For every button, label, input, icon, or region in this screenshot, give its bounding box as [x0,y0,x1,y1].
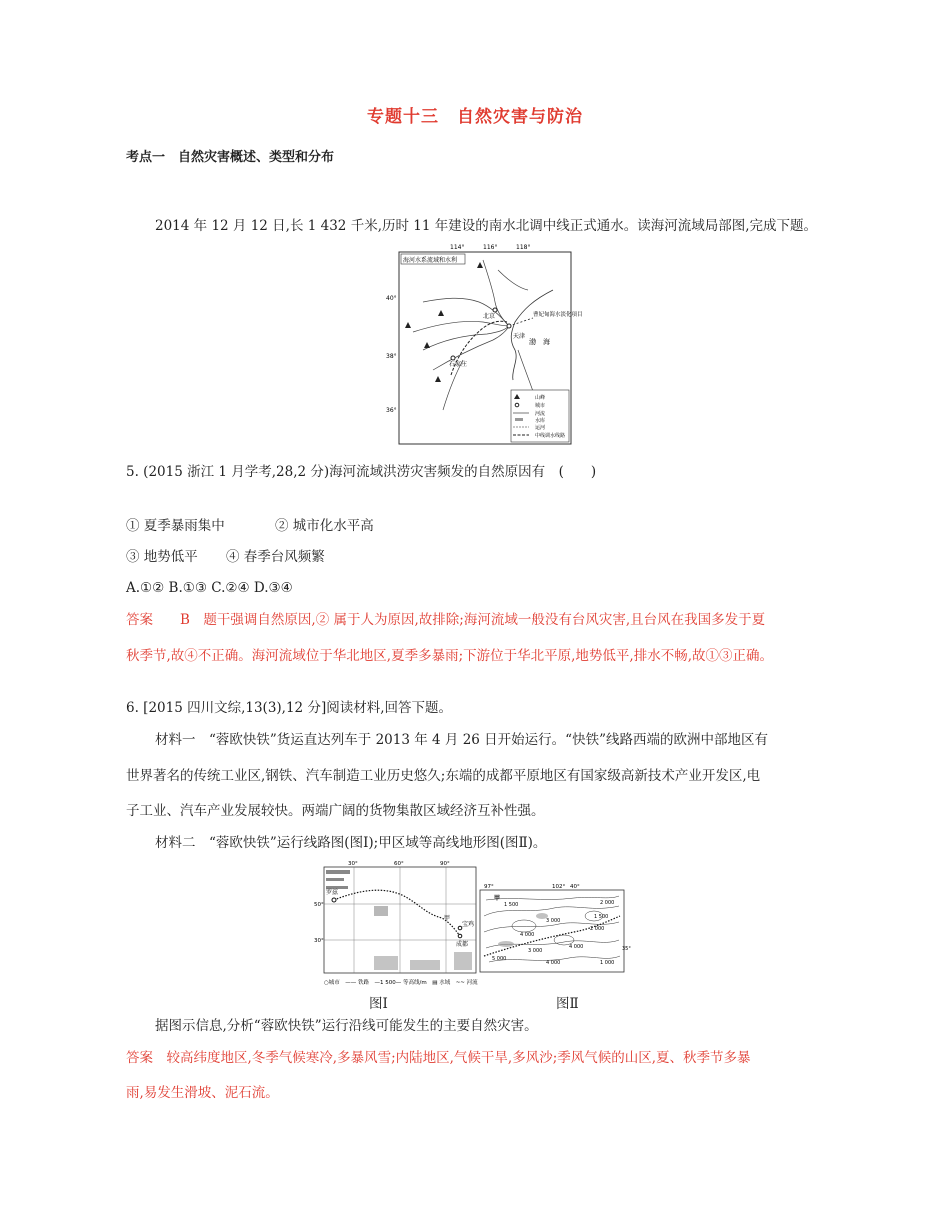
place-label: 成都 [456,941,469,948]
route-maps [314,856,634,990]
q5-answer: 答案 B 题干强调自然原因,② 属于人为原因,故排除;海河流域一般没有台风灾害,且台风在我国多发于夏 [126,612,766,628]
legend-item: 河流 [535,411,546,417]
contour-label: 2 000 [590,926,605,932]
contour-label: 1 500 [504,902,519,908]
place-label: 甲 [444,915,451,922]
contour-label: 4 000 [520,932,535,938]
material-1: 子工业、汽车产业发展较快。两端广阔的货物集散区域经济互补性强。 [126,803,545,819]
lake-shape [374,906,388,916]
region-label: 甲 [494,895,501,902]
lon-label: 97° [484,884,494,890]
q5-option: ③ 地势低平 [126,549,198,565]
map-caption: 海河水系流域和水利 [403,257,458,264]
q6-answer: 答案 较高纬度地区,冬季气候寒冷,多暴风雪;内陆地区,气候干旱,多风沙;季风气候的山区,夏、秋季节多暴 [126,1050,751,1066]
contour-label: 5 000 [492,956,507,962]
contour-label: 2 000 [600,900,615,906]
q6-answer: 雨,易发生滑坡、泥石流。 [126,1085,279,1101]
city-label: 北京 [483,313,496,320]
lat-label: 30° [314,938,324,944]
q5-option: ② 城市化水平高 [275,518,374,534]
lat-label: 36° [386,407,397,414]
contour-label: 3 000 [528,948,543,954]
material-1: 世界著名的传统工业区,钢铁、汽车制造工业历史悠久;东端的成都平原地区有国家级高新技术产业开发区,电 [126,768,761,784]
contour-label: 4 000 [569,944,584,950]
fig-legend: ○城市 —— 铁路 —1 500— 等高线/m ▤ 水域 ~~ 河流 [324,980,478,986]
section-heading: 考点一 自然灾害概述、类型和分布 [126,150,335,165]
city-icon [507,324,511,328]
q5-stem: 5. (2015 浙江 1 月学考,28,2 分)海河流域洪涝灾害频发的自然原因有 ( ) [126,464,597,480]
intro-text: 2014 年 12 月 12 日,长 1 432 千米,历时 11 年建设的南水北调中线正式通水。读海河流域局部图,完成下题。 [155,218,818,234]
legend-item: 运河 [535,425,546,431]
q5-choices: A.①② B.①③ C.②④ D.③④ [126,580,293,596]
material-2: 材料二 “蓉欧快铁”运行线路图(图Ⅰ);甲区域等高线地形图(图Ⅱ)。 [155,835,547,851]
lat-label: 50° [314,902,324,908]
annotation: 曹妃甸海水淡化项目 [533,312,583,318]
place-label: 宝鸡 [462,921,475,928]
lat-label: 35° [622,946,631,952]
material-1: 材料一 “蓉欧快铁”货运直达列车于 2013 年 4 月 26 日开始运行。“快铁”线路西端的欧洲中部地区有 [155,732,768,748]
place-label: 罗兹 [326,889,339,896]
lon-label: 102° [552,884,566,890]
fig2-label: 图Ⅱ [556,996,579,1012]
city-icon [458,934,462,938]
contour-label: 3 000 [546,918,561,924]
q5-answer: 秋季节,故④不正确。海河流域位于华北地区,夏季多暴雨;下游位于华北平原,地势低平,排水不畅,故①③正确。 [126,648,774,664]
legend-item: 中线调水线路 [535,433,566,439]
legend-item: 山峰 [535,395,546,401]
lon-label: 40° [570,884,580,890]
lon-label: 90° [440,861,450,867]
legend-item: 水库 [535,418,546,424]
contour-label: 4 000 [546,960,561,966]
q5-option: ④ 春季台风频繁 [226,549,325,565]
q6-prompt: 据图示信息,分析“蓉欧快铁”运行沿线可能发生的主要自然灾害。 [155,1018,538,1034]
lon-label: 60° [394,861,404,867]
city-label: 天津 [513,333,526,340]
city-icon [451,356,455,360]
legend-item: 城市 [535,403,546,409]
contour-label: 1 000 [600,960,615,966]
sea-label: 渤 海 [529,338,550,346]
lat-label: 38° [386,353,397,360]
lat-label: 40° [386,295,397,302]
q5-option: ① 夏季暴雨集中 [126,518,225,534]
lon-label: 114° [450,244,465,251]
page-title: 专题十三 自然灾害与防治 [367,107,583,127]
q6-stem: 6. [2015 四川文综,13(3),12 分]阅读材料,回答下题。 [126,700,452,716]
lon-label: 118° [516,244,531,251]
city-icon [332,898,336,902]
fig1-label: 图Ⅰ [369,996,388,1012]
city-icon [493,308,497,312]
lon-label: 116° [483,244,498,251]
lon-label: 30° [348,861,358,867]
city-label: 石家庄 [449,361,468,368]
haihe-map [383,240,583,446]
contour-label: 1 500 [594,914,609,920]
